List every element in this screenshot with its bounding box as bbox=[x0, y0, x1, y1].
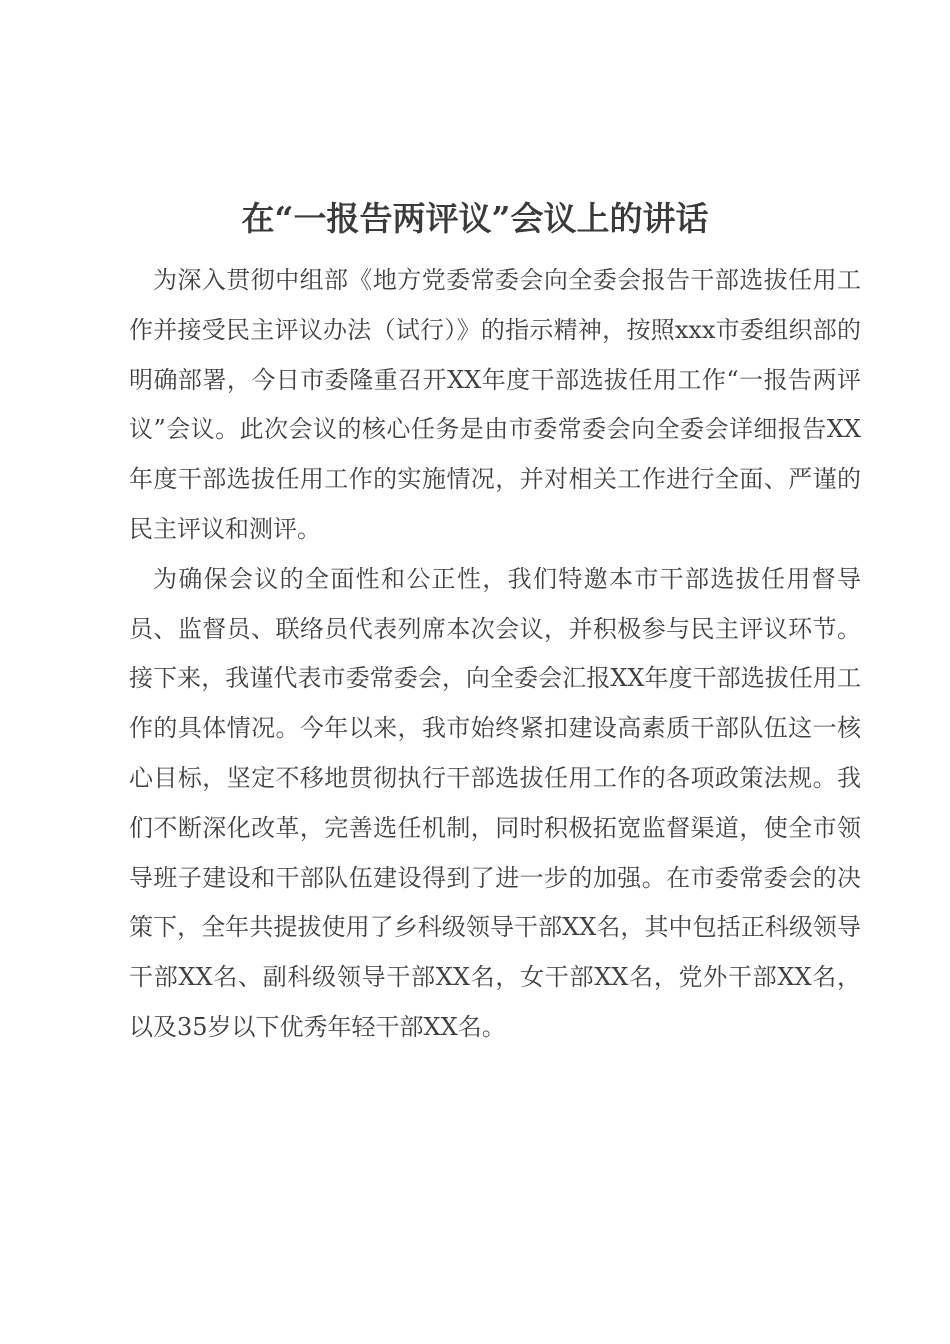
page-title: 在“一报告两评议”会议上的讲话 bbox=[241, 199, 709, 238]
paragraph-2: 为确保会议的全面性和公正性，我们特邀本市干部选拔任用督导员、监督员、联络员代表列席本次会议，并积极参与民主评议环节。接下来，我谨代表市委常委会，向全委会汇报XX年度干部选拔任用工作的具体情况。今年以来，我市始终紧扣建设高素质干部队伍这一核心目标，坚定不移地贯彻执行干部选拔任用工作的各项政策法规。我们不断深化改革，完善选任机制，同时积极拓宽监督渠道，使全市领导班子建设和干部队伍建设得到了进一步的加强。在市委常委会的决策下，全年共提拔使用了乡科级领导干部XX名，其中包括正科级领导干部XX名、副科级领导干部XX名，女干部XX名，党外干部XX名，以及35岁以下优秀年轻干部XX名。 bbox=[129, 564, 861, 1041]
paragraph-1: 为深入贯彻中组部《地方党委常委会向全委会报告干部选拔任用工作并接受民主评议办法（试行）》的指示精神，按照xxx市委组织部的明确部署，今日市委隆重召开XX年度干部选拔任用工作“一报告两评议”会议。此次会议的核心任务是由市委常委会向全委会详细报告XX年度干部选拔任用工作的实施情况，并对相关工作进行全面、严谨的民主评议和测评。 bbox=[129, 266, 861, 543]
document-body bbox=[129, 256, 861, 1053]
